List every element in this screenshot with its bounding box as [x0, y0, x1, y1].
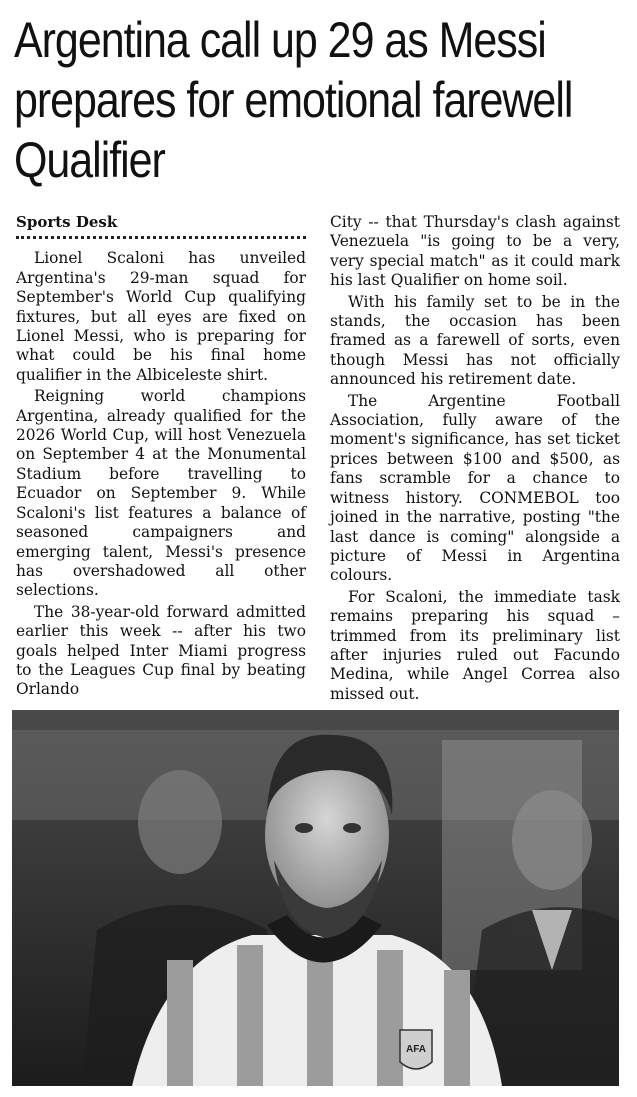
paragraph: Reigning world champions Argentina, already qualified for the 2026 World Cup, will host Venezuela on September 4 at the Monumental Stadium before travelling to Ecuador on September 9. While Scaloni's list features a balance of seasoned campaigners and emerging talent, Messi's presence has overshadowed all other selections. [16, 387, 306, 600]
article-column-left [16, 210, 306, 702]
photo-illustration [12, 710, 619, 1086]
article-photo [12, 710, 619, 1086]
paragraph: With his family set to be in the stands, the occasion has been framed as a farewell of sorts, even though Messi has not officially announced his retirement date. [330, 292, 620, 389]
paragraph: The 38-year-old forward admitted earlier this week -- after his two goals helped Inter Miami progress to the Leagues Cup final by beating Orlando [16, 602, 306, 699]
headline: Argentina call up 29 as Messi prepares for emotional farewell Qualifier [14, 12, 573, 188]
paragraph: Lionel Scaloni has unveiled Argentina's 29-man squad for September's World Cup qualifying fixtures, but all eyes are fixed on Lionel Messi, who is preparing for what could be his final home qualifier in the Albiceleste shirt. [16, 249, 306, 384]
paragraph: The Argentine Football Association, fully aware of the moment's significance, has set ticket prices between $100 and $500, as fans scramble for a chance to witness history. CONMEBOL too joined in the narrative, posting "the last dance is coming" alongside a picture of Messi in Argentina colours. [330, 391, 620, 585]
crest-label: AFA [406, 1044, 426, 1055]
afa-crest [400, 1030, 432, 1069]
article-column-right [330, 213, 620, 706]
paragraph: City -- that Thursday's clash against Venezuela "is going to be a very, very special match" as it could mark his last Qualifier on home soil. [330, 213, 620, 290]
paragraph: For Scaloni, the immediate task remains preparing his squad – trimmed from its preliminary list after injuries ruled out Facundo Medina, while Angel Correa also missed out. [330, 587, 620, 703]
byline: Sports Desk [16, 213, 306, 239]
